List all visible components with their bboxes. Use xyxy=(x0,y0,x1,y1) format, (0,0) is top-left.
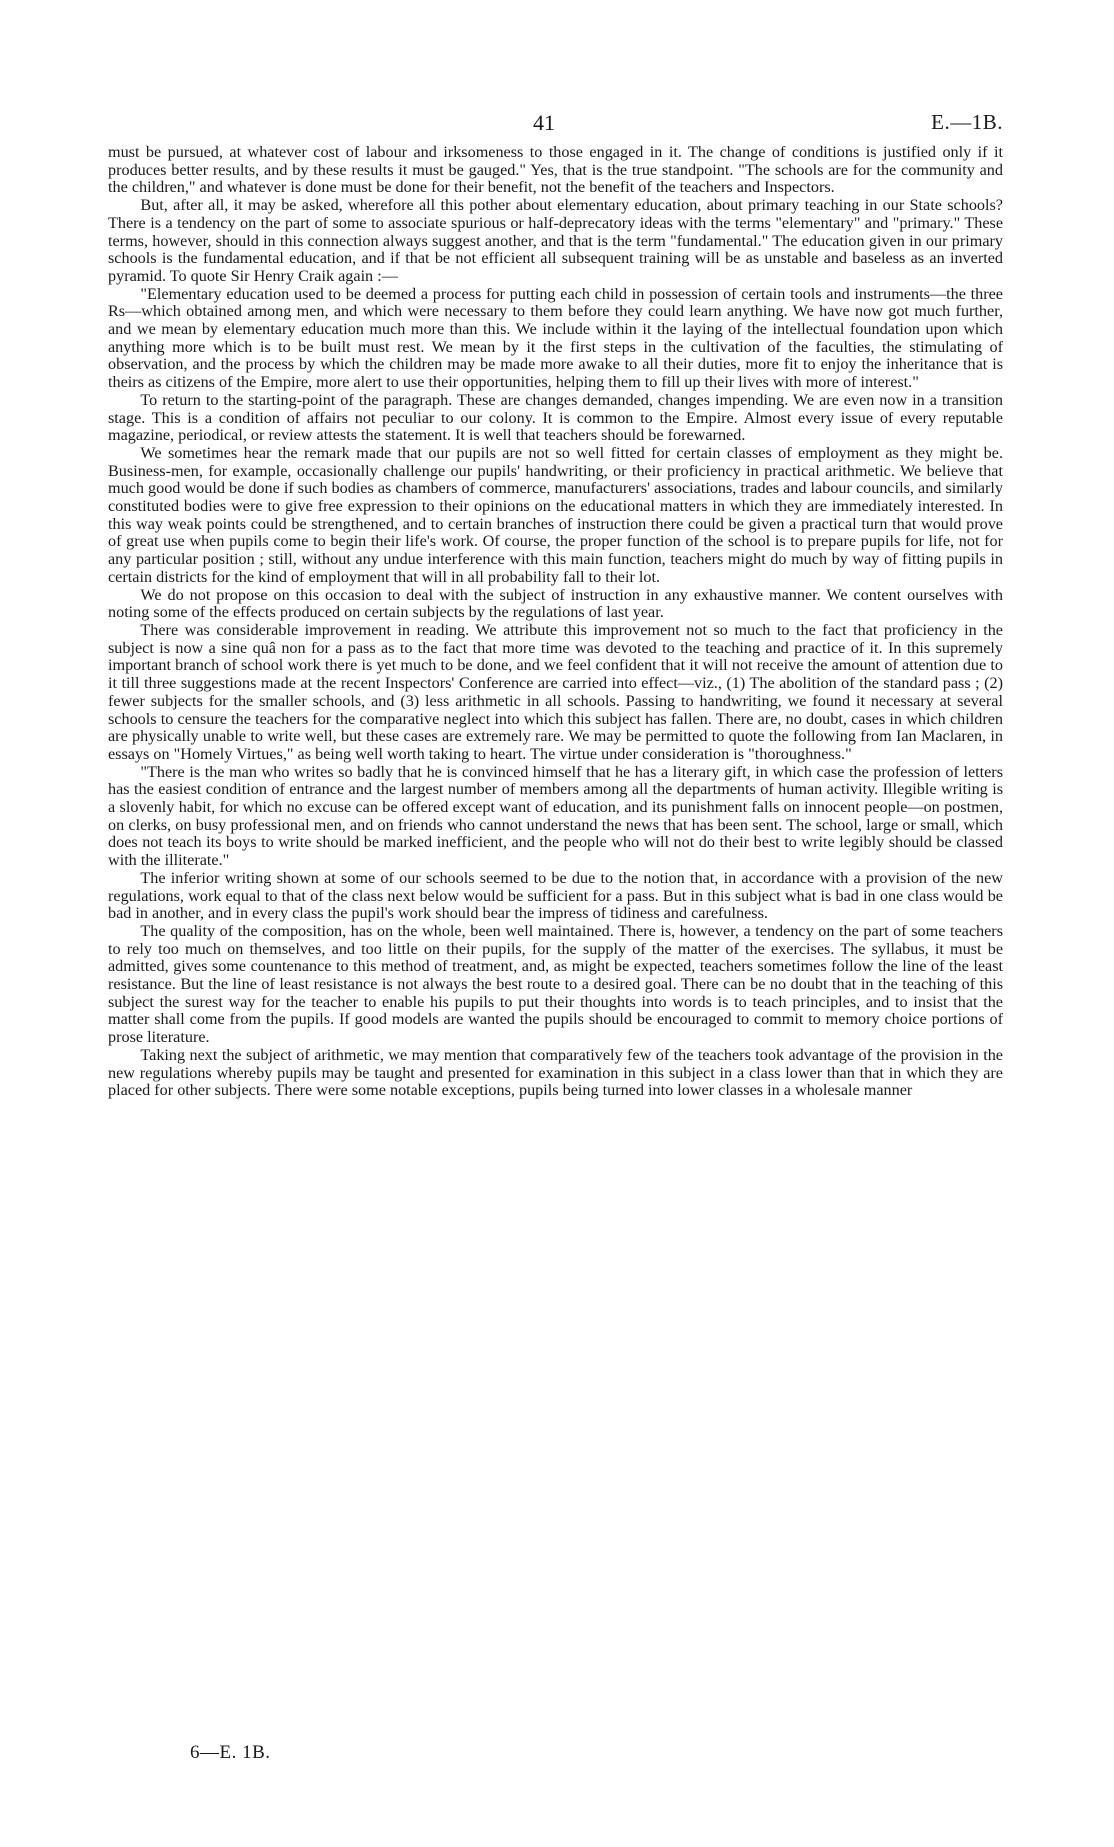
paragraph: But, after all, it may be asked, wherefore all this pother about elementary education, about primary teaching in our State schools? There is a tendency on the part of some to associate spurious or half-deprecatory ideas with the terms "elementary" and "primary." These terms, however, should in this connection always suggest another, and that is the term "fundamental." The education given in our primary schools is the fundamental education, and if that be not efficient all subsequent training will be as unstable and baseless as an inverted pyramid. To quote Sir Henry Craik again :— xyxy=(108,196,1003,285)
quoted-paragraph: "There is the man who writes so badly that he is convinced himself that he has a literary gift, in which case the profession of letters has the easiest condition of entrance and the largest number of members among all the departments of human activity. Illegible writing is a slovenly habit, for which no excuse can be offered except want of education, and its punishment falls on innocent people—on postmen, on clerks, on busy professional men, and on friends who cannot understand the news that has been sent. The school, large or small, which does not teach its boys to write should be marked inefficient, and the people who will not do their best to write legibly should be classed with the illiterate." xyxy=(108,762,1003,870)
paragraph: There was considerable improvement in reading. We attribute this improvement not so much to the fact that proficiency in the subject is now a sine quâ non for a pass as to the fact that more time was devoted to the teaching and practice of it. In this supremely important branch of school work there is yet much to be done, and we feel confident that it will not receive the amount of attention due to it till three suggestions made at the recent Inspectors' Conference are carried into effect—viz., (1) The abolition of the standard pass ; (2) fewer subjects for the smaller schools, and (3) less arithmetic in all schools. Passing to handwriting, we found it necessary at several schools to censure the teachers for the comparative neglect into which this subject has fallen. There are, no doubt, cases in which children are physically unable to write well, but these cases are extremely rare. We may be permitted to quote the following from Ian Maclaren, in essays on "Homely Virtues," as being well worth taking to heart. The virtue under consideration is "thoroughness." xyxy=(108,620,1003,763)
series-reference: E.—1B. xyxy=(931,110,1003,134)
page-number: 41 xyxy=(533,110,555,135)
paragraph: We do not propose on this occasion to deal with the subject of instruction in any exhaustive manner. We content ourselves with noting some of the effects produced on certain subjects by the regulations of last year. xyxy=(108,585,1003,622)
quoted-paragraph: "Elementary education used to be deemed a process for putting each child in possession of certain tools and instruments—the three Rs—which obtained among men, and which were necessary to them before they could learn anything. We have now got much further, and we mean by elementary education much more than this. We include within it the laying of the intellectual foundation upon which anything more which is to be built must rest. We mean by it the first steps in the cultivation of the faculties, the stimulating of observation, and the process by which the children may be made more awake to all their duties, more fit to enjoy the inheritance that is theirs as citizens of the Empire, more alert to use their opportunities, helping them to fill up their lives with more of interest." xyxy=(108,284,1003,392)
paragraph: must be pursued, at whatever cost of labour and irksomeness to those engaged in it. The change of conditions is justified only if it produces better results, and by these results it must be gauged." Yes, that is the true standpoint. "The schools are for the community and the children," and whatever is done must be done for their benefit, not the benefit of the teachers and Inspectors. xyxy=(108,143,1003,197)
paragraph: To return to the starting-point of the paragraph. These are changes demanded, changes impending. We are even now in a transition stage. This is a condition of affairs not peculiar to our colony. It is common to the Empire. Almost every issue of every reputable magazine, periodical, or review attests the statement. It is well that teachers should be forewarned. xyxy=(108,390,1003,445)
paragraph: The quality of the composition, has on the whole, been well maintained. There is, however, a tendency on the part of some teachers to rely too much on themselves, and too little on their pupils, for the supply of the matter of the exercises. The syllabus, it must be admitted, gives some countenance to this method of treatment, and, as might be expected, teachers sometimes follow the line of the least resistance. But the line of least resistance is not always the best route to a desired goal. There can be no doubt that in the teaching of this subject the surest way for the teacher to enable his pupils to put their thoughts into words is to teach principles, and to insist that the matter shall come from the pupils. If good models are wanted the pupils should be encouraged to commit to memory choice portions of prose literature. xyxy=(108,921,1003,1047)
paragraph: We sometimes hear the remark made that our pupils are not so well fitted for certain classes of employment as they might be. Business-men, for example, occasionally challenge our pupils' handwriting, or their proficiency in practical arithmetic. We believe that much good would be done if such bodies as chambers of commerce, manufacturers' associations, trades and labour councils, and similarly constituted bodies were to give free expression to their opinions on the educational matters in which they are immediately interested. In this way weak points could be strengthened, and to certain branches of instruction there could be given a practical turn that would prove of great use when pupils come to begin their life's work. Of course, the proper function of the school is to prepare pupils for life, not for any particular position ; still, without any undue interference with this main function, teachers might do much by way of fitting pupils in certain districts for the kind of employment that will in all probability fall to their lot. xyxy=(108,443,1003,586)
document-page xyxy=(108,110,1003,1100)
paragraph: Taking next the subject of arithmetic, we may mention that comparatively few of the teachers took advantage of the provision in the new regulations whereby pupils may be taught and presented for examination in this subject in a class lower than that in which they are placed for other subjects. There were some notable exceptions, pupils being turned into lower classes in a wholesale manner xyxy=(108,1045,1003,1100)
body-text xyxy=(108,144,1003,1100)
paragraph: The inferior writing shown at some of our schools seemed to be due to the notion that, in accordance with a provision of the new regulations, work equal to that of the class next below would be sufficient for a pass. But in this subject what is bad in one class would be bad in another, and in every class the pupil's work should bear the impress of tidiness and carefulness. xyxy=(108,868,1003,923)
page-header xyxy=(108,110,1003,144)
signature-mark: 6—E. 1B. xyxy=(190,1742,271,1763)
